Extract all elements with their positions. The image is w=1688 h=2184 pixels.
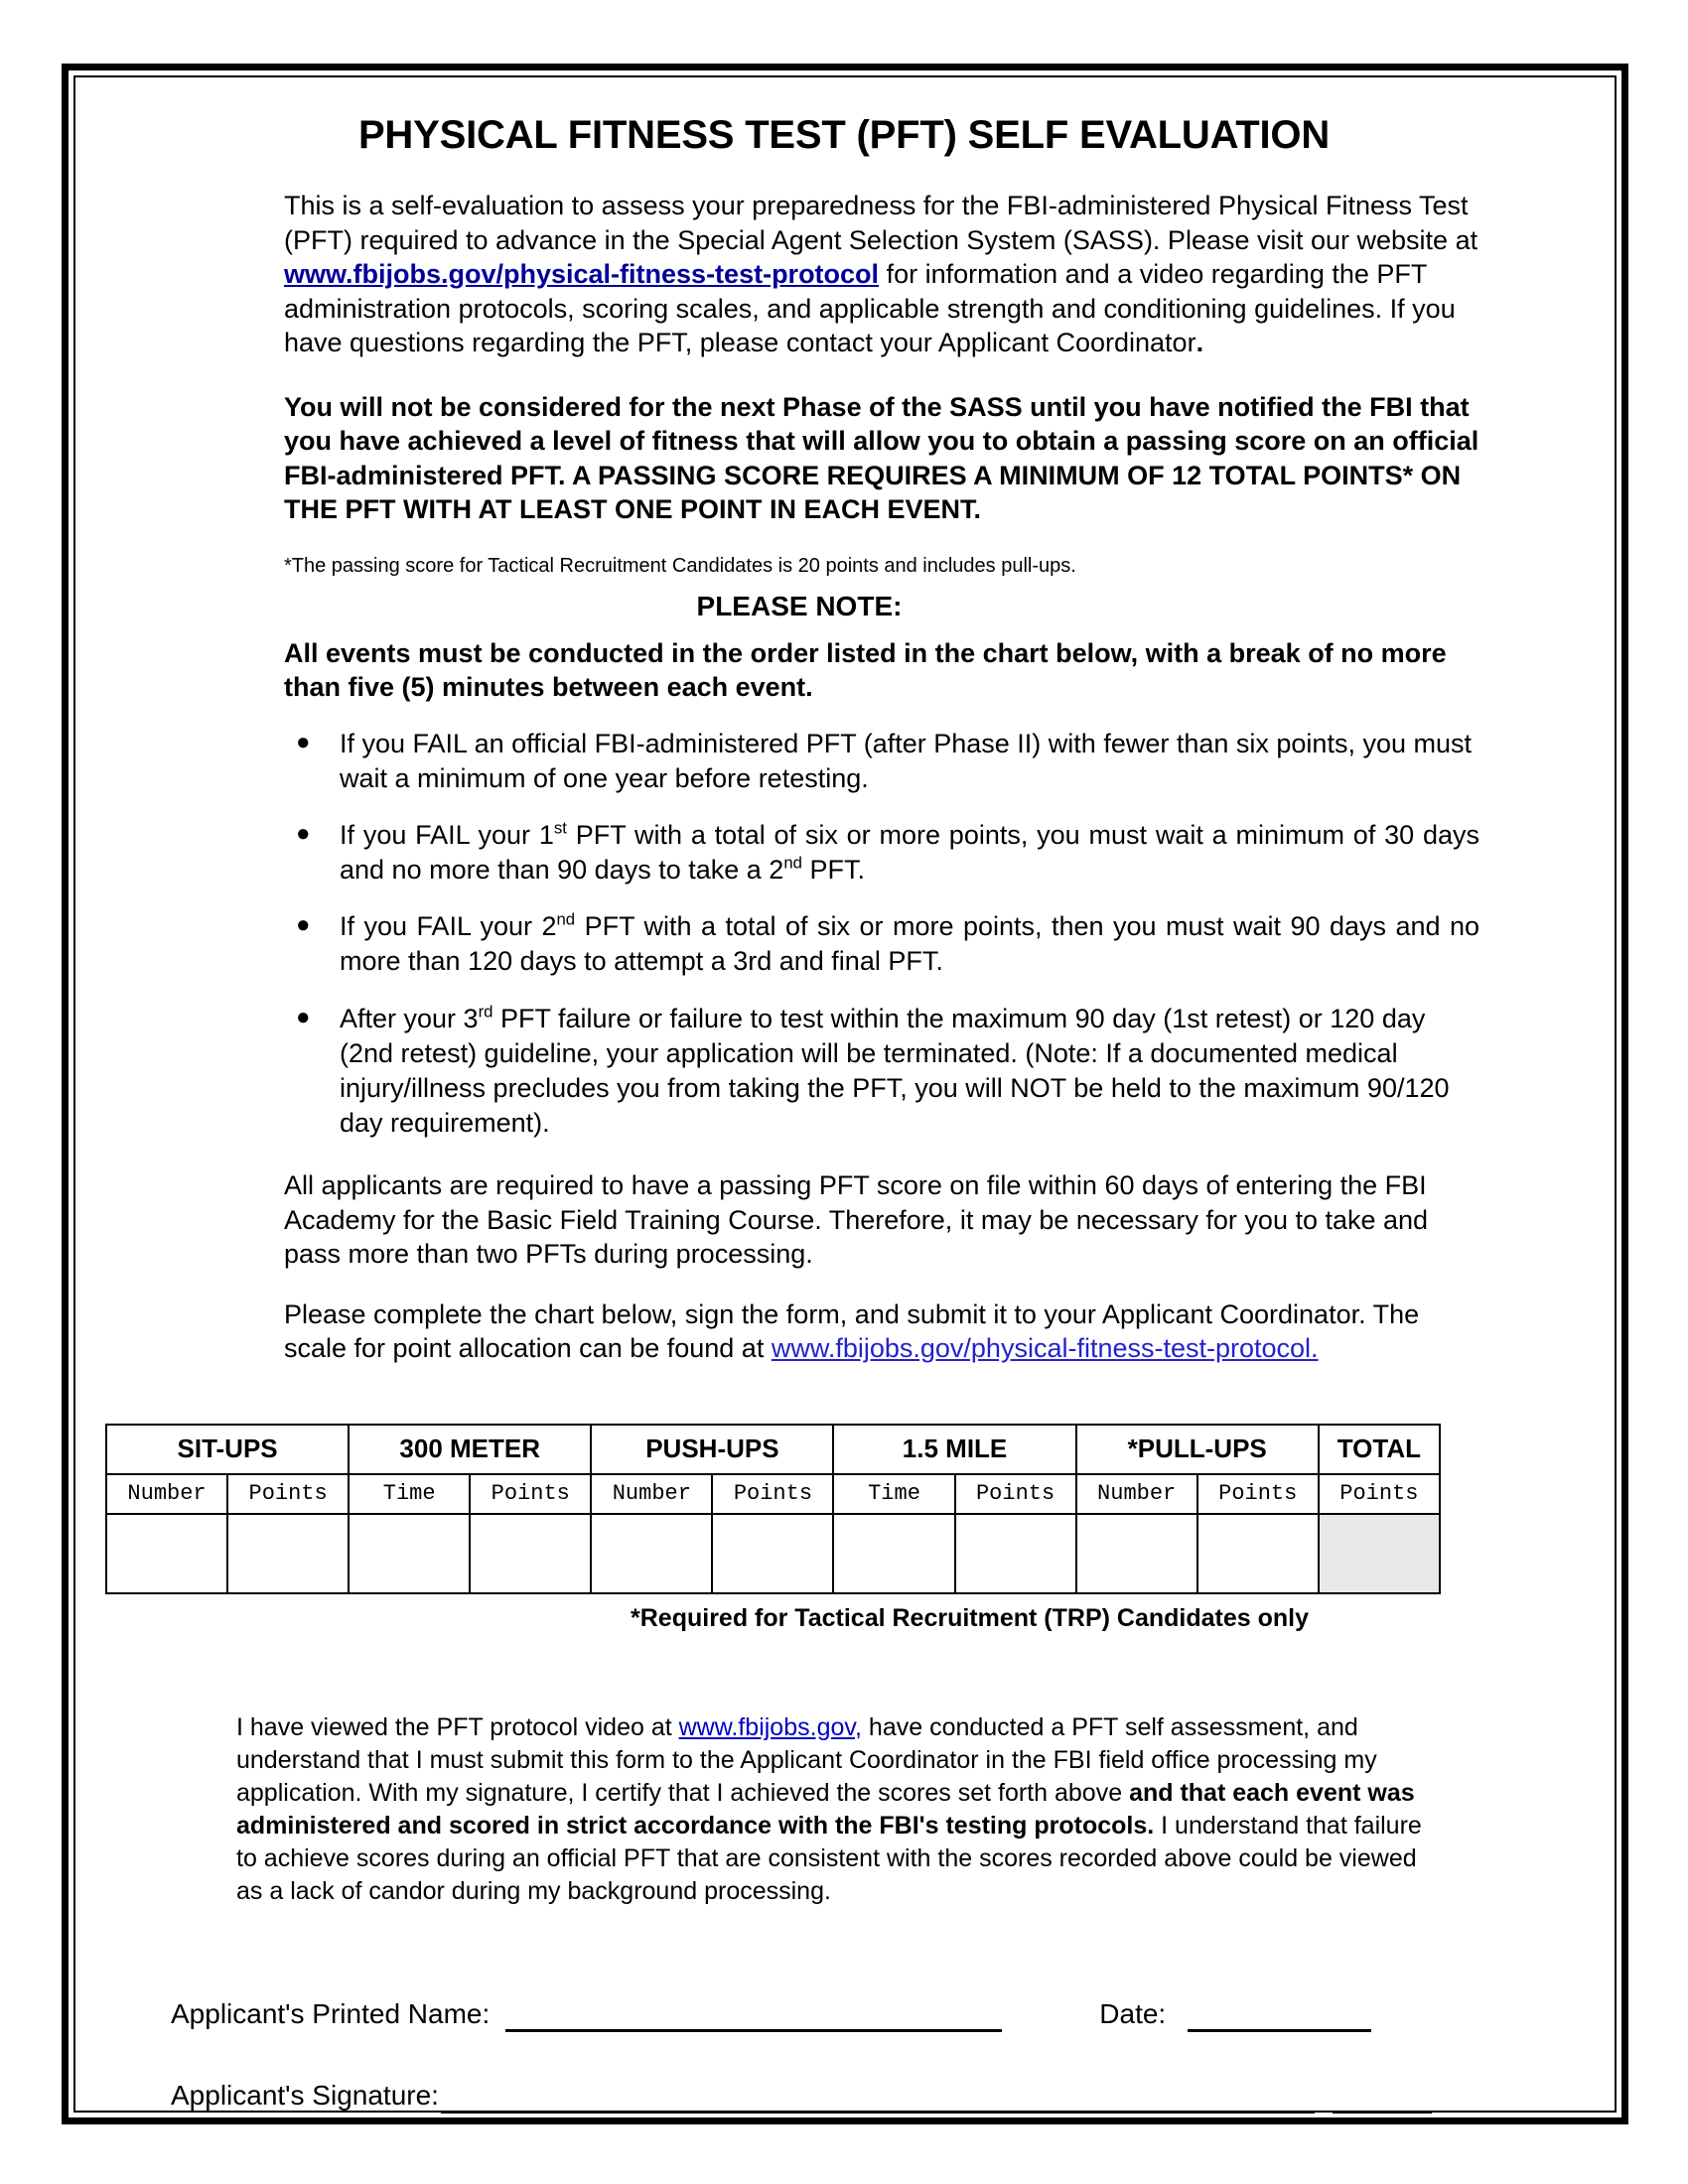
- list-item: [284, 909, 1483, 979]
- printed-name-input[interactable]: [505, 1999, 1002, 2032]
- pft-score-table: [105, 1424, 1441, 1594]
- cert-text-part1: I have viewed the PFT protocol video at: [236, 1712, 679, 1741]
- table-cell-situps-number[interactable]: [106, 1514, 227, 1593]
- table-cell-pushups-number[interactable]: [591, 1514, 712, 1593]
- bullet-dot-icon: ●: [296, 911, 311, 939]
- ordinal-suffix: st: [553, 818, 567, 838]
- table-subheader-15mile-points: Points: [955, 1474, 1076, 1514]
- cert-text-part3: I understand that failure to achieve scores during an official PFT that are consistent with the scores recorded above could be viewed as a lack of candor during my background processing.: [236, 1811, 1422, 1905]
- rules-bullet-list: [284, 727, 1483, 1141]
- table-subheader-row: [106, 1474, 1440, 1514]
- table-cell-total-points[interactable]: [1319, 1514, 1440, 1593]
- ordinal-suffix: rd: [478, 1002, 493, 1022]
- table-row: [106, 1514, 1440, 1593]
- list-item: [284, 1002, 1483, 1141]
- list-item: [284, 818, 1483, 887]
- table-subheader-300meter-time: Time: [349, 1474, 470, 1514]
- bullet-text-pre: If you FAIL your 2: [340, 911, 557, 942]
- pft-score-table-wrapper: [95, 1424, 1525, 1633]
- signature-block: [171, 1998, 1501, 2114]
- trp-required-note: *Required for Tactical Recruitment (TRP) Candidates only: [631, 1603, 1309, 1632]
- intro-paragraph: [284, 189, 1483, 360]
- bullet-text-pre: If you FAIL an official FBI-administered PFT (after Phase II) with fewer than six points, you must wait a minimum of one year before retesting.: [340, 729, 1472, 794]
- pullups-footnote: *The passing score for Tactical Recruitment Candidates is 20 points and includes pull-ups.: [284, 554, 1076, 577]
- order-rule-paragraph: All events must be conducted in the order listed in the chart below, with a break of no more than five (5) minutes between each event.: [284, 637, 1447, 703]
- table-subheader-pullups-number: Number: [1076, 1474, 1197, 1514]
- intro-text-part3: .: [1196, 328, 1204, 358]
- bullet-text-post: PFT.: [801, 855, 865, 886]
- page-title: PHYSICAL FITNESS TEST (PFT) SELF EVALUATION: [357, 113, 1331, 157]
- ordinal-suffix: nd: [783, 853, 802, 873]
- printed-name-row: [171, 1998, 1501, 2032]
- warning-paragraph: You will not be considered for the next Phase of the SASS until you have notified the FBI that you have achieved a level of fitness that will allow you to obtain a passing score on an official FBI-administered PFT. A PASSING SCORE REQUIRES A MINIMUM OF 12 TOTAL POINTS* ON THE PFT WITH AT LEAST ONE POINT IN EACH EVENT.: [284, 391, 1479, 525]
- certification-paragraph: [236, 1711, 1428, 1908]
- table-event-header-row: [106, 1425, 1440, 1474]
- table-subheader-300meter-points: Points: [470, 1474, 591, 1514]
- signature-input[interactable]: [441, 2081, 1315, 2114]
- table-cell-15mile-time[interactable]: [833, 1514, 954, 1593]
- bullet-dot-icon: ●: [296, 729, 311, 756]
- table-header-total: TOTAL: [1319, 1425, 1440, 1474]
- point-allocation-link[interactable]: www.fbijobs.gov/physical-fitness-test-protocol.: [771, 1333, 1319, 1364]
- body-column: [205, 189, 1483, 1366]
- table-subheader-pullups-points: Points: [1197, 1474, 1319, 1514]
- intro-text-part1: This is a self-evaluation to assess your preparedness for the FBI-administered Physical Fitness Test (PFT) required to advance in the Special Agent Selection System (SASS). Please visit our website at: [284, 191, 1478, 255]
- academy-paragraph: All applicants are required to have a passing PFT score on file within 60 days of entering the FBI Academy for the Basic Field Training Course. Therefore, it may be necessary for you to take and pass more than two PFTs during processing.: [284, 1169, 1429, 1270]
- signature-input-tail[interactable]: [1333, 2081, 1432, 2114]
- table-cell-15mile-points[interactable]: [955, 1514, 1076, 1593]
- printed-name-label: Applicant's Printed Name:: [171, 1997, 491, 2029]
- table-header-situps: SIT-UPS: [106, 1425, 349, 1474]
- ordinal-suffix: nd: [556, 910, 576, 930]
- table-subheader-15mile-time: Time: [833, 1474, 954, 1514]
- bullet-dot-icon: ●: [296, 820, 311, 848]
- bullet-text-pre: If you FAIL your 1: [340, 820, 554, 851]
- please-note-heading: PLEASE NOTE:: [696, 590, 903, 621]
- table-subheader-situps-number: Number: [106, 1474, 227, 1514]
- fbijobs-link[interactable]: www.fbijobs.gov,: [678, 1712, 862, 1741]
- table-subheader-pushups-points: Points: [712, 1474, 833, 1514]
- bullet-text-pre: After your 3: [340, 1003, 479, 1033]
- cert-text-bold: and that each event was administered and scored in strict accordance with the FBI's testing protocols.: [236, 1778, 1415, 1840]
- signature-row: [171, 2080, 1501, 2114]
- table-cell-300meter-points[interactable]: [470, 1514, 591, 1593]
- date-input[interactable]: [1188, 1999, 1371, 2032]
- table-header-pullups: *PULL-UPS: [1076, 1425, 1319, 1474]
- date-label: Date:: [1099, 1997, 1167, 2029]
- cert-text-part2: have conducted a PFT self assessment, and understand that I must submit this form to the Applicant Coordinator in the FBI field office processing my application. With my signature, I certify that I achieved the scores set forth above: [236, 1712, 1377, 1807]
- table-header-300meter: 300 METER: [349, 1425, 591, 1474]
- table-cell-situps-points[interactable]: [227, 1514, 349, 1593]
- table-cell-pushups-points[interactable]: [712, 1514, 833, 1593]
- table-subheader-total-points: Points: [1319, 1474, 1440, 1514]
- table-subheader-pushups-number: Number: [591, 1474, 712, 1514]
- bullet-text-mid: PFT with a total of six or more points, then you must wait 90 days and no more than 120 days to attempt a 3rd and final PFT.: [340, 911, 1479, 977]
- table-header-pushups: PUSH-UPS: [591, 1425, 833, 1474]
- bullet-text-mid: PFT with a total of six or more points, you must wait a minimum of 30 days and no more than 90 days to take a 2: [340, 820, 1480, 886]
- complete-chart-paragraph: [284, 1297, 1483, 1366]
- table-header-15mile: 1.5 MILE: [833, 1425, 1075, 1474]
- bullet-dot-icon: ●: [296, 1003, 311, 1030]
- complete-text-pre: Please complete the chart below, sign the form, and submit it to your Applicant Coordinator. The scale for point allocation can be found at: [284, 1298, 1420, 1364]
- signature-label: Applicant's Signature:: [171, 2079, 439, 2111]
- table-cell-pullups-points[interactable]: [1197, 1514, 1319, 1593]
- table-cell-300meter-time[interactable]: [349, 1514, 470, 1593]
- table-subheader-situps-points: Points: [227, 1474, 349, 1514]
- pft-protocol-link[interactable]: www.fbijobs.gov/physical-fitness-test-protocol: [284, 259, 880, 290]
- bullet-text-mid: PFT failure or failure to test within the maximum 90 day (1st retest) or 120 day (2nd retest) guideline, your application will be terminated. (Note: If a documented medical injury/illness precludes you from taking the PFT, you will NOT be held to the maximum 90/120 day requirement).: [340, 1003, 1450, 1138]
- table-cell-pullups-number[interactable]: [1076, 1514, 1197, 1593]
- list-item: [284, 727, 1483, 796]
- intro-text-part2: for information and a video regarding the PFT administration protocols, scoring scales, and applicable strength and conditioning guidelines. If you have questions regarding the PFT, please contact your Applicant Coordinator: [284, 259, 1456, 358]
- document-content: [109, 99, 1579, 2114]
